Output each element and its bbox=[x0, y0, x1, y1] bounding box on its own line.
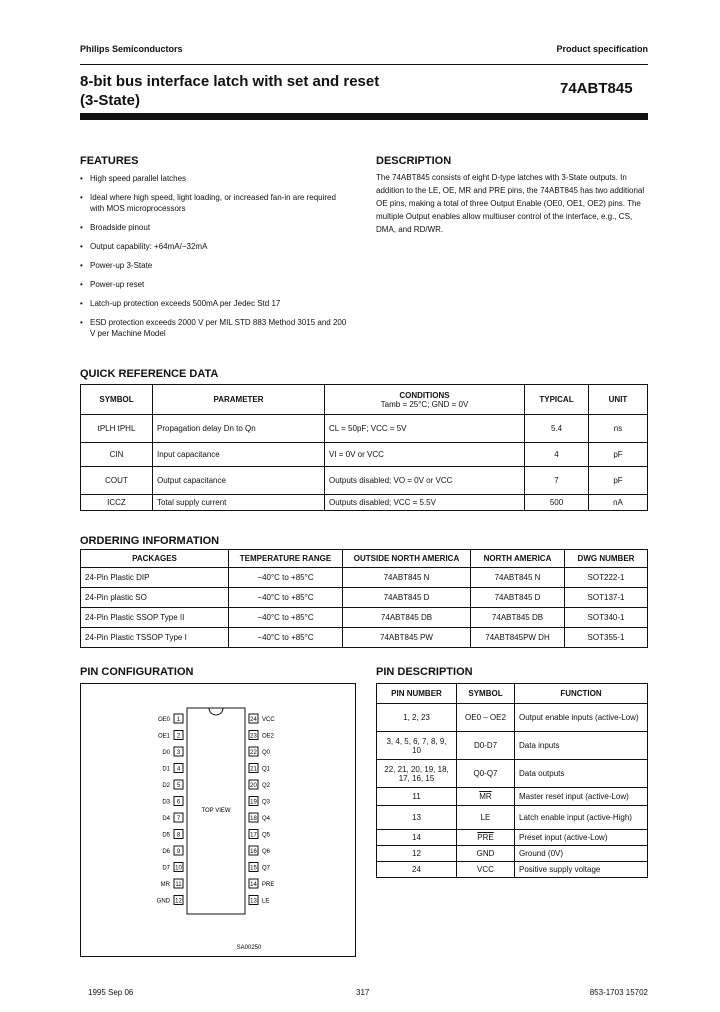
pd-function: Data inputs bbox=[515, 732, 648, 760]
feature-item: • High speed parallel latches bbox=[80, 173, 350, 184]
pinconfig-heading: PIN CONFIGURATION bbox=[80, 666, 194, 678]
pin-label: D4 bbox=[162, 816, 170, 822]
pin-number: 10 bbox=[175, 865, 182, 872]
title-line1: 8-bit bus interface latch with set and reset bbox=[80, 73, 380, 90]
company-name: Philips Semiconductors bbox=[80, 44, 183, 54]
pd-function: Positive supply voltage bbox=[515, 862, 648, 878]
pindesc-heading: PIN DESCRIPTION bbox=[376, 666, 473, 678]
pd-pin: 3, 4, 5, 6, 7, 8, 9, 10 bbox=[377, 732, 457, 760]
pin-number: 4 bbox=[176, 766, 181, 773]
pin-number: 5 bbox=[176, 783, 181, 789]
pd-symbol: $\overline{MR}$ bbox=[457, 788, 515, 806]
pin-number: 21 bbox=[250, 766, 257, 773]
footer-code: 853-1703 15702 bbox=[589, 988, 648, 997]
features-section bbox=[80, 155, 350, 347]
pd-symbol: VCC bbox=[457, 862, 515, 878]
pin-number: 16 bbox=[250, 849, 257, 855]
feature-item: • Output capability: +64mA/−32mA bbox=[80, 241, 350, 252]
pin-label: OE2 bbox=[262, 733, 275, 740]
qrd-col-parameter: PARAMETER bbox=[153, 385, 325, 415]
pin-number: 11 bbox=[175, 882, 182, 888]
table-row bbox=[377, 732, 648, 760]
qrd-typical: 500 bbox=[525, 495, 589, 511]
footer-date: 1995 Sep 06 bbox=[88, 988, 134, 997]
feature-item: • Power-up 3-State bbox=[80, 260, 350, 271]
pd-pin: 11 bbox=[377, 788, 457, 806]
ord-package: 24-Pin plastic SO bbox=[81, 588, 229, 608]
ord-col-packages: PACKAGES bbox=[81, 550, 229, 568]
qrd-col-typical: TYPICAL bbox=[525, 385, 589, 415]
ord-outside-na: 74ABT845 PW bbox=[343, 628, 471, 648]
pin-number: 7 bbox=[176, 816, 181, 822]
ord-col-dwg: DWG NUMBER bbox=[565, 550, 648, 568]
table-row bbox=[377, 830, 648, 846]
pin-label: PRE bbox=[262, 882, 275, 888]
pin-number: 1 bbox=[176, 717, 181, 723]
ord-dwg: SOT222-1 bbox=[565, 568, 648, 588]
pin-label: D6 bbox=[162, 849, 170, 855]
qrd-parameter: Input capacitance bbox=[153, 443, 325, 467]
table-row bbox=[377, 862, 648, 878]
qrd-typical: 4 bbox=[525, 443, 589, 467]
ord-col-temp: TEMPERATURE RANGE bbox=[229, 550, 343, 568]
diagram-code: SA00250 bbox=[236, 945, 262, 951]
pd-pin: 14 bbox=[377, 830, 457, 846]
ord-na: 74ABT845 D bbox=[471, 588, 565, 608]
pin-label: D5 bbox=[162, 832, 170, 839]
ordering-table bbox=[80, 549, 648, 648]
pd-col-function: FUNCTION bbox=[515, 684, 648, 704]
qrd-conditions-label: CONDITIONS bbox=[399, 390, 450, 400]
left-pins bbox=[157, 714, 183, 905]
pd-symbol: D0-D7 bbox=[457, 732, 515, 760]
pin-number: 15 bbox=[250, 865, 257, 872]
qrd-parameter: Propagation delay Dn to Qn bbox=[153, 415, 325, 443]
pin-label: OE0 bbox=[157, 717, 170, 723]
pd-symbol: OE0 – OE2 bbox=[457, 704, 515, 732]
table-row bbox=[81, 608, 648, 628]
footer-page: 317 bbox=[356, 988, 370, 997]
pin-number: 3 bbox=[176, 750, 181, 756]
ord-outside-na: 74ABT845 D bbox=[343, 588, 471, 608]
title-rule bbox=[80, 113, 648, 120]
pin-number: 23 bbox=[250, 733, 257, 740]
pin-configuration-diagram bbox=[80, 683, 356, 957]
pin-description-table bbox=[376, 683, 648, 878]
pd-function: Master reset input (active-Low) bbox=[515, 788, 648, 806]
qrd-symbol: ICCZ bbox=[81, 495, 153, 511]
dip-package-svg bbox=[81, 684, 355, 956]
pin-number: 19 bbox=[250, 799, 257, 806]
table-row bbox=[377, 806, 648, 830]
pd-pin: 24 bbox=[377, 862, 457, 878]
pin-number: 2 bbox=[176, 733, 181, 740]
ord-outside-na: 74ABT845 DB bbox=[343, 608, 471, 628]
pin-label: D0 bbox=[162, 750, 170, 756]
pin-label: D3 bbox=[162, 799, 170, 806]
right-pins bbox=[249, 714, 275, 905]
page-title bbox=[80, 72, 520, 110]
qrd-symbol: CIN bbox=[81, 443, 153, 467]
qrd-heading: QUICK REFERENCE DATA bbox=[80, 368, 219, 380]
pd-function: Preset input (active-Low) bbox=[515, 830, 648, 846]
description-section bbox=[376, 155, 650, 236]
pd-function: Data outputs bbox=[515, 760, 648, 788]
pd-col-pin: PIN NUMBER bbox=[377, 684, 457, 704]
pin-number: 14 bbox=[250, 882, 257, 888]
qrd-unit: pF bbox=[589, 467, 648, 495]
quick-reference-table bbox=[80, 384, 648, 511]
features-list bbox=[80, 173, 350, 339]
pin-label: Q4 bbox=[262, 816, 271, 822]
ord-na: 74ABT845 N bbox=[471, 568, 565, 588]
pin-label: Q3 bbox=[262, 799, 271, 806]
pin-label: VCC bbox=[262, 717, 275, 723]
pin-label: Q1 bbox=[262, 766, 271, 773]
qrd-parameter: Output capacitance bbox=[153, 467, 325, 495]
qrd-condition: VI = 0V or VCC bbox=[325, 443, 525, 467]
ord-package: 24-Pin Plastic DIP bbox=[81, 568, 229, 588]
ord-temp: −40°C to +85°C bbox=[229, 628, 343, 648]
ord-temp: −40°C to +85°C bbox=[229, 568, 343, 588]
ord-col-outside-na: OUTSIDE NORTH AMERICA bbox=[343, 550, 471, 568]
qrd-parameter: Total supply current bbox=[153, 495, 325, 511]
features-heading: FEATURES bbox=[80, 155, 139, 167]
qrd-col-unit: UNIT bbox=[589, 385, 648, 415]
ord-dwg: SOT340-1 bbox=[565, 608, 648, 628]
pd-col-symbol: SYMBOL bbox=[457, 684, 515, 704]
pin-number: 13 bbox=[250, 898, 257, 905]
pin-label: Q2 bbox=[262, 783, 271, 789]
pin-number: 24 bbox=[250, 717, 257, 723]
pd-symbol: Q0-Q7 bbox=[457, 760, 515, 788]
top-view-label: TOP VIEW bbox=[201, 808, 231, 814]
feature-item: • ESD protection exceeds 2000 V per MIL STD 883 Method 3015 and 200 V per Machine Model bbox=[80, 317, 350, 339]
table-row bbox=[81, 588, 648, 608]
pin-label: D1 bbox=[162, 766, 170, 773]
qrd-condition: Outputs disabled; VO = 0V or VCC bbox=[325, 467, 525, 495]
pin-label: GND bbox=[156, 898, 170, 905]
description-text: The 74ABT845 consists of eight D-type latches with 3-State outputs. In addition to the LE, OE, MR and PRE pins, the 74ABT845 has two additional OE pins, making a total of three Output Enable (OE0, OE1, OE2) pins. The multiple Output enables allow multiuser control of the interface, e.g., CS, DMA, and RD/WR. bbox=[376, 173, 645, 234]
ord-na: 74ABT845PW DH bbox=[471, 628, 565, 648]
ord-package: 24-Pin Plastic SSOP Type II bbox=[81, 608, 229, 628]
qrd-conditions-sub: Tamb = 25°C; GND = 0V bbox=[380, 399, 469, 409]
pd-symbol: LE bbox=[457, 806, 515, 830]
part-number: 74ABT845 bbox=[560, 80, 633, 97]
qrd-condition: Outputs disabled; VCC = 5.5V bbox=[325, 495, 525, 511]
pin-label: Q7 bbox=[262, 865, 271, 872]
pin-number: 8 bbox=[176, 832, 181, 839]
pd-pin: 12 bbox=[377, 846, 457, 862]
ord-temp: −40°C to +85°C bbox=[229, 608, 343, 628]
pd-function: Output enable inputs (active-Low) bbox=[515, 704, 648, 732]
feature-item: • Latch-up protection exceeds 500mA per Jedec Std 17 bbox=[80, 298, 350, 309]
ord-outside-na: 74ABT845 N bbox=[343, 568, 471, 588]
pin-number: 18 bbox=[250, 816, 257, 822]
pd-pin: 1, 2, 23 bbox=[377, 704, 457, 732]
pin-label: MR bbox=[160, 882, 170, 888]
pin-label: D2 bbox=[162, 783, 170, 789]
qrd-unit: nA bbox=[589, 495, 648, 511]
ord-dwg: SOT355-1 bbox=[565, 628, 648, 648]
pd-pin: 22, 21, 20, 19, 18, 17, 16, 15 bbox=[377, 760, 457, 788]
pin-label: Q5 bbox=[262, 832, 271, 839]
table-row bbox=[81, 467, 648, 495]
qrd-typical: 5.4 bbox=[525, 415, 589, 443]
pin-number: 22 bbox=[250, 750, 257, 756]
table-row bbox=[81, 628, 648, 648]
pd-symbol: GND bbox=[457, 846, 515, 862]
pin-number: 6 bbox=[176, 799, 181, 806]
pin-label: LE bbox=[262, 898, 270, 905]
table-row bbox=[377, 760, 648, 788]
ord-col-na: NORTH AMERICA bbox=[471, 550, 565, 568]
doc-type: Product specification bbox=[556, 44, 648, 54]
title-line2: (3-State) bbox=[80, 92, 141, 109]
qrd-symbol: COUT bbox=[81, 467, 153, 495]
table-row bbox=[81, 415, 648, 443]
ordering-heading: ORDERING INFORMATION bbox=[80, 535, 220, 547]
table-row bbox=[377, 788, 648, 806]
ord-temp: −40°C to +85°C bbox=[229, 588, 343, 608]
pin-number: 17 bbox=[250, 832, 257, 839]
feature-item: • Power-up reset bbox=[80, 279, 350, 290]
pin-label: Q0 bbox=[262, 750, 271, 756]
qrd-col-conditions bbox=[325, 385, 525, 415]
feature-item: • Ideal where high speed, light loading, or increased fan-in are required with MOS microprocessors bbox=[80, 192, 350, 214]
pd-pin: 13 bbox=[377, 806, 457, 830]
pin-label: D7 bbox=[162, 865, 170, 872]
pd-function: Latch enable input (active-High) bbox=[515, 806, 648, 830]
feature-item: • Broadside pinout bbox=[80, 222, 350, 233]
ord-dwg: SOT137-1 bbox=[565, 588, 648, 608]
pd-function: Ground (0V) bbox=[515, 846, 648, 862]
pin-label: OE1 bbox=[157, 733, 170, 740]
qrd-typical: 7 bbox=[525, 467, 589, 495]
pin-number: 12 bbox=[175, 898, 182, 905]
qrd-col-symbol: SYMBOL bbox=[81, 385, 153, 415]
ord-package: 24-Pin Plastic TSSOP Type I bbox=[81, 628, 229, 648]
qrd-unit: ns bbox=[589, 415, 648, 443]
qrd-condition: CL = 50pF; VCC = 5V bbox=[325, 415, 525, 443]
table-row bbox=[81, 495, 648, 511]
ord-na: 74ABT845 DB bbox=[471, 608, 565, 628]
table-row bbox=[377, 846, 648, 862]
description-heading: DESCRIPTION bbox=[376, 155, 452, 167]
table-row bbox=[81, 443, 648, 467]
pd-symbol: $\overline{PRE}$ bbox=[457, 830, 515, 846]
table-row bbox=[377, 704, 648, 732]
qrd-unit: pF bbox=[589, 443, 648, 467]
qrd-symbol: tPLH tPHL bbox=[81, 415, 153, 443]
pin-number: 20 bbox=[250, 783, 257, 789]
header-rule bbox=[80, 64, 648, 65]
pin-label: Q6 bbox=[262, 849, 271, 855]
table-row bbox=[81, 568, 648, 588]
pin-number: 9 bbox=[176, 849, 181, 855]
